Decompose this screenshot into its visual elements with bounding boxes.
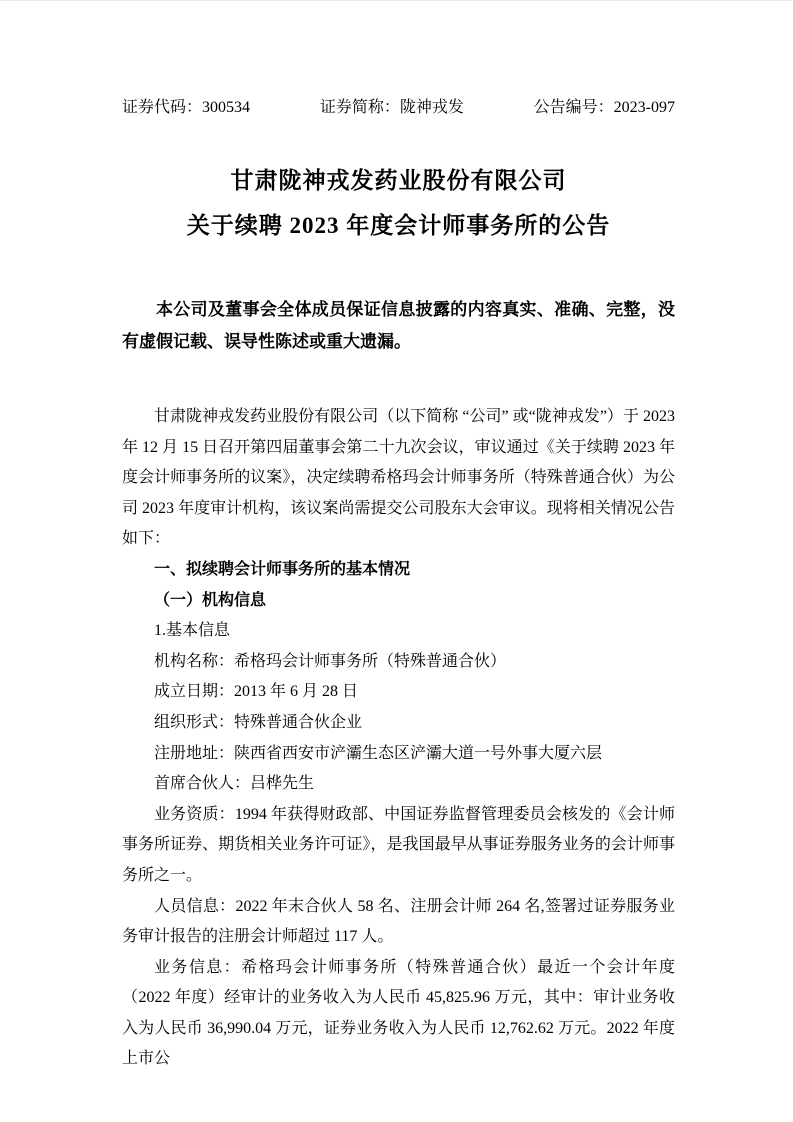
announcement-number-value: 2023-097 bbox=[613, 99, 675, 116]
document-subtitle: 关于续聘 2023 年度会计师事务所的公告 bbox=[186, 213, 611, 238]
document-title: 甘肃陇神戎发药业股份有限公司 bbox=[230, 168, 567, 193]
subsection-heading-1-1: （一）机构信息 bbox=[154, 591, 267, 609]
qualification-paragraph: 业务资质：1994 年获得财政部、中国证券监督管理委员会核发的《会计师事务所证券、期货相关业务许可证》，是我国最早从事证券服务业务的会计师事务所之一。 bbox=[122, 805, 675, 884]
basic-info-heading: 1.基本信息 bbox=[154, 622, 231, 640]
info-line-chief-partner: 首席合伙人：吕桦先生 bbox=[154, 775, 315, 793]
stock-name bbox=[320, 98, 464, 117]
title-block bbox=[122, 158, 675, 248]
stock-code bbox=[122, 98, 250, 117]
header-row bbox=[122, 98, 675, 117]
document-page bbox=[0, 1, 793, 1122]
stock-name-label: 证券简称： bbox=[319, 99, 400, 116]
business-paragraph: 业务信息：希格玛会计师事务所（特殊普通合伙）最近一个会计年度（2022 年度）经审计的业务收入为人民币 45,825.96 万元，其中：审计业务收入为人民币 36,990.04 万元，证券业务收入为人民币 12,762.62 万元。2022 年度上市公 bbox=[122, 958, 675, 1068]
document-body bbox=[122, 402, 675, 1075]
intro-paragraph: 甘肃陇神戎发药业股份有限公司（以下简称 “公司” 或“陇神戎发”）于 2023 年 12 月 15 日召开第四届董事会第二十九次会议，审议通过《关于续聘 2023 年度会计师事务所的议案》，决定续聘希格玛会计师事务所（特殊普通合伙）为公司 2023 年度审计机构，该议案尚需提交公司股东大会审议。现将相关情况公告如下： bbox=[122, 408, 675, 548]
stock-code-value: 300534 bbox=[202, 99, 251, 116]
personnel-paragraph: 人员信息：2022 年末合伙人 58 名、注册会计师 264 名,签署过证券服务业务审计报告的注册会计师超过 117 人。 bbox=[122, 897, 675, 946]
section-heading-1: 一、拟续聘会计师事务所的基本情况 bbox=[154, 560, 411, 578]
info-line-founding-date: 成立日期：2013 年 6 月 28 日 bbox=[154, 683, 359, 701]
stock-name-value: 陇神戎发 bbox=[399, 99, 464, 116]
info-line-registered-address: 注册地址：陕西省西安市浐灞生态区浐灞大道一号外事大厦六层 bbox=[154, 744, 603, 762]
info-line-org-name: 机构名称：希格玛会计师事务所（特殊普通合伙） bbox=[154, 652, 507, 670]
info-line-org-form: 组织形式：特殊普通合伙企业 bbox=[154, 713, 363, 731]
announcement-number bbox=[534, 98, 675, 117]
stock-code-label: 证券代码： bbox=[122, 99, 203, 116]
notice-paragraph: 本公司及董事会全体成员保证信息披露的内容真实、准确、完整，没有虚假记载、误导性陈述或重大遗漏。 bbox=[122, 300, 675, 351]
announcement-number-label: 公告编号： bbox=[533, 99, 614, 116]
